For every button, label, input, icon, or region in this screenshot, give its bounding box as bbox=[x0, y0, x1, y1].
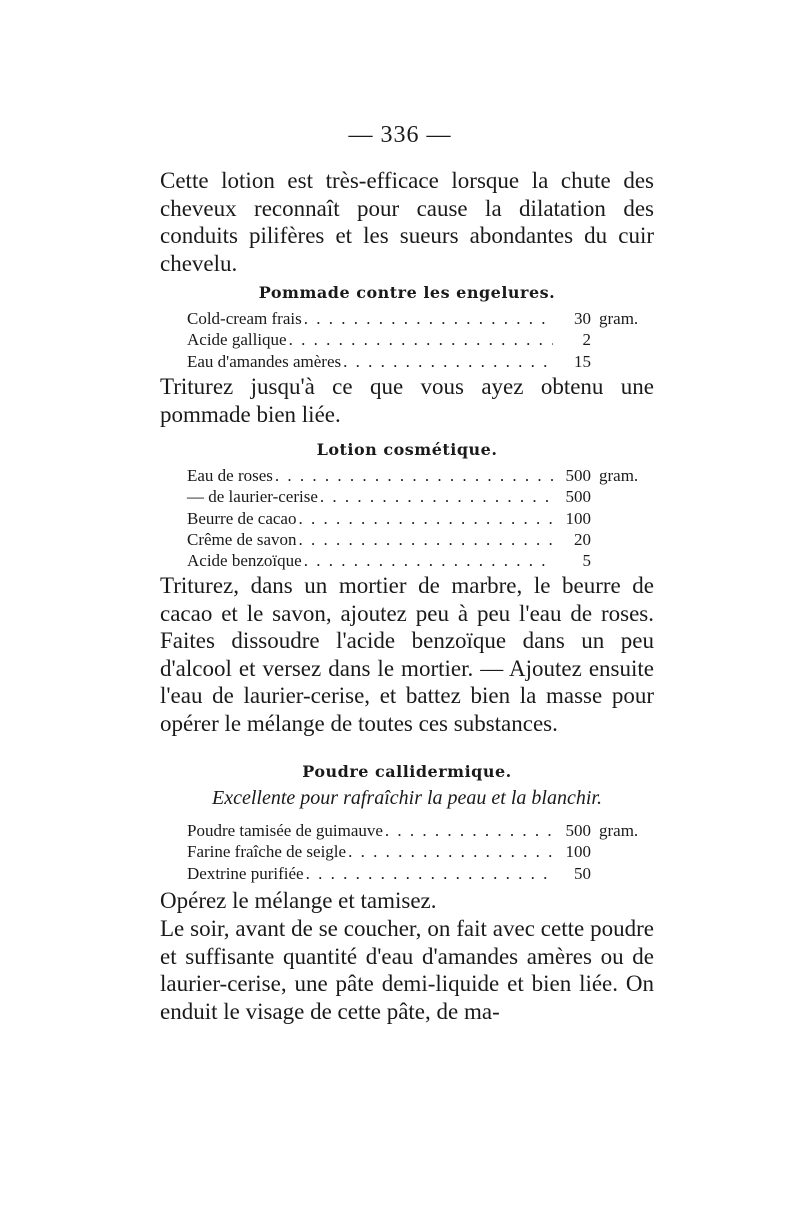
ingredient-name: Acide benzoïque bbox=[187, 551, 302, 571]
ingredient-quantity: 30 bbox=[574, 309, 591, 328]
dot-leader bbox=[275, 465, 553, 486]
ingredient-name: Eau de roses bbox=[187, 466, 273, 485]
section-heading: Poudre callidermique. bbox=[302, 762, 512, 781]
dot-leader bbox=[320, 486, 553, 507]
ingredient-row bbox=[187, 529, 657, 550]
ingredient-row bbox=[187, 486, 657, 507]
section-heading: Pommade contre les engelures. bbox=[258, 283, 556, 302]
intro-paragraph: Cette lotion est très-efficace lorsque la chute des cheveux reconnaît pour cause la dilatation des conduits pilifères et les sueurs abondantes du cuir chevelu. bbox=[160, 168, 654, 276]
ingredient-name: Eau d'amandes amères bbox=[187, 351, 342, 371]
dot-leader bbox=[298, 508, 553, 529]
ingredient-quantity: 15 bbox=[574, 351, 591, 371]
ingredient-row bbox=[187, 329, 657, 350]
ingredient-list bbox=[187, 308, 657, 372]
instructions-paragraph: Opérez le mélange et tamisez. bbox=[160, 888, 437, 913]
ingredient-list bbox=[187, 465, 657, 571]
ingredient-row bbox=[187, 550, 657, 571]
ingredient-row bbox=[187, 465, 657, 486]
dot-leader bbox=[304, 550, 553, 571]
ingredient-name: Poudre tamisée de guimauve bbox=[187, 821, 383, 840]
dot-leader bbox=[385, 820, 553, 841]
ingredient-row bbox=[187, 308, 657, 329]
ingredient-row bbox=[187, 820, 657, 841]
instructions-paragraph: Triturez jusqu'à ce que vous ayez obtenu une pommade bien liée. bbox=[160, 374, 654, 427]
ingredient-quantity: 100 bbox=[565, 842, 591, 862]
ingredient-unit: gram. bbox=[599, 466, 639, 485]
ingredient-name: Crême de savon bbox=[187, 529, 297, 549]
ingredient-row bbox=[187, 508, 657, 529]
ingredient-quantity: 500 bbox=[565, 466, 591, 485]
ingredient-row bbox=[187, 841, 657, 862]
dot-leader bbox=[306, 863, 553, 884]
ingredient-list bbox=[187, 820, 657, 884]
dot-leader bbox=[289, 329, 553, 350]
ingredient-quantity: 100 bbox=[565, 508, 591, 528]
ingredient-name: Beurre de cacao bbox=[187, 508, 297, 528]
ingredient-unit: gram. bbox=[599, 821, 639, 840]
section-heading: Lotion cosmétique. bbox=[316, 440, 498, 459]
ingredient-name: Cold-cream frais bbox=[187, 309, 302, 328]
ingredient-quantity: 5 bbox=[582, 551, 591, 571]
dot-leader bbox=[304, 308, 553, 329]
ingredient-quantity: 50 bbox=[574, 863, 591, 883]
ingredient-name: — de laurier-cerise bbox=[187, 487, 318, 507]
ingredient-quantity: 500 bbox=[565, 821, 591, 840]
ingredient-quantity: 500 bbox=[565, 487, 591, 507]
ingredient-name: Dextrine purifiée bbox=[187, 863, 304, 883]
dot-leader bbox=[348, 841, 553, 862]
instructions-paragraph: Triturez, dans un mortier de marbre, le beurre de cacao et le savon, ajoutez peu à peu l'eau de roses. Faites dissoudre l'acide benzoïque dans un peu d'alcool et versez dans le mortier. — Ajoutez ensuite l'eau de laurier-cerise, et battez bien la masse pour opérer le mélange de toutes ces substances. bbox=[160, 573, 654, 736]
dot-leader bbox=[299, 529, 553, 550]
dot-leader bbox=[343, 351, 553, 372]
ingredient-quantity: 20 bbox=[574, 529, 591, 549]
ingredient-row bbox=[187, 863, 657, 884]
ingredient-name: Farine fraîche de seigle bbox=[187, 842, 347, 862]
page-number: — 336 — bbox=[348, 122, 452, 148]
ingredient-row bbox=[187, 351, 657, 372]
ingredient-quantity: 2 bbox=[582, 330, 591, 350]
ingredient-name: Acide gallique bbox=[187, 330, 287, 350]
continuation-paragraph: Le soir, avant de se coucher, on fait avec cette poudre et suffisante quantité d'eau d'amandes amères ou de laurier-cerise, une pâte demi-liquide et bien liée. On enduit le visage de cette pâte, de ma- bbox=[160, 916, 654, 1024]
section-subtitle: Excellente pour rafraîchir la peau et la blanchir. bbox=[212, 787, 602, 809]
ingredient-unit: gram. bbox=[599, 309, 639, 328]
